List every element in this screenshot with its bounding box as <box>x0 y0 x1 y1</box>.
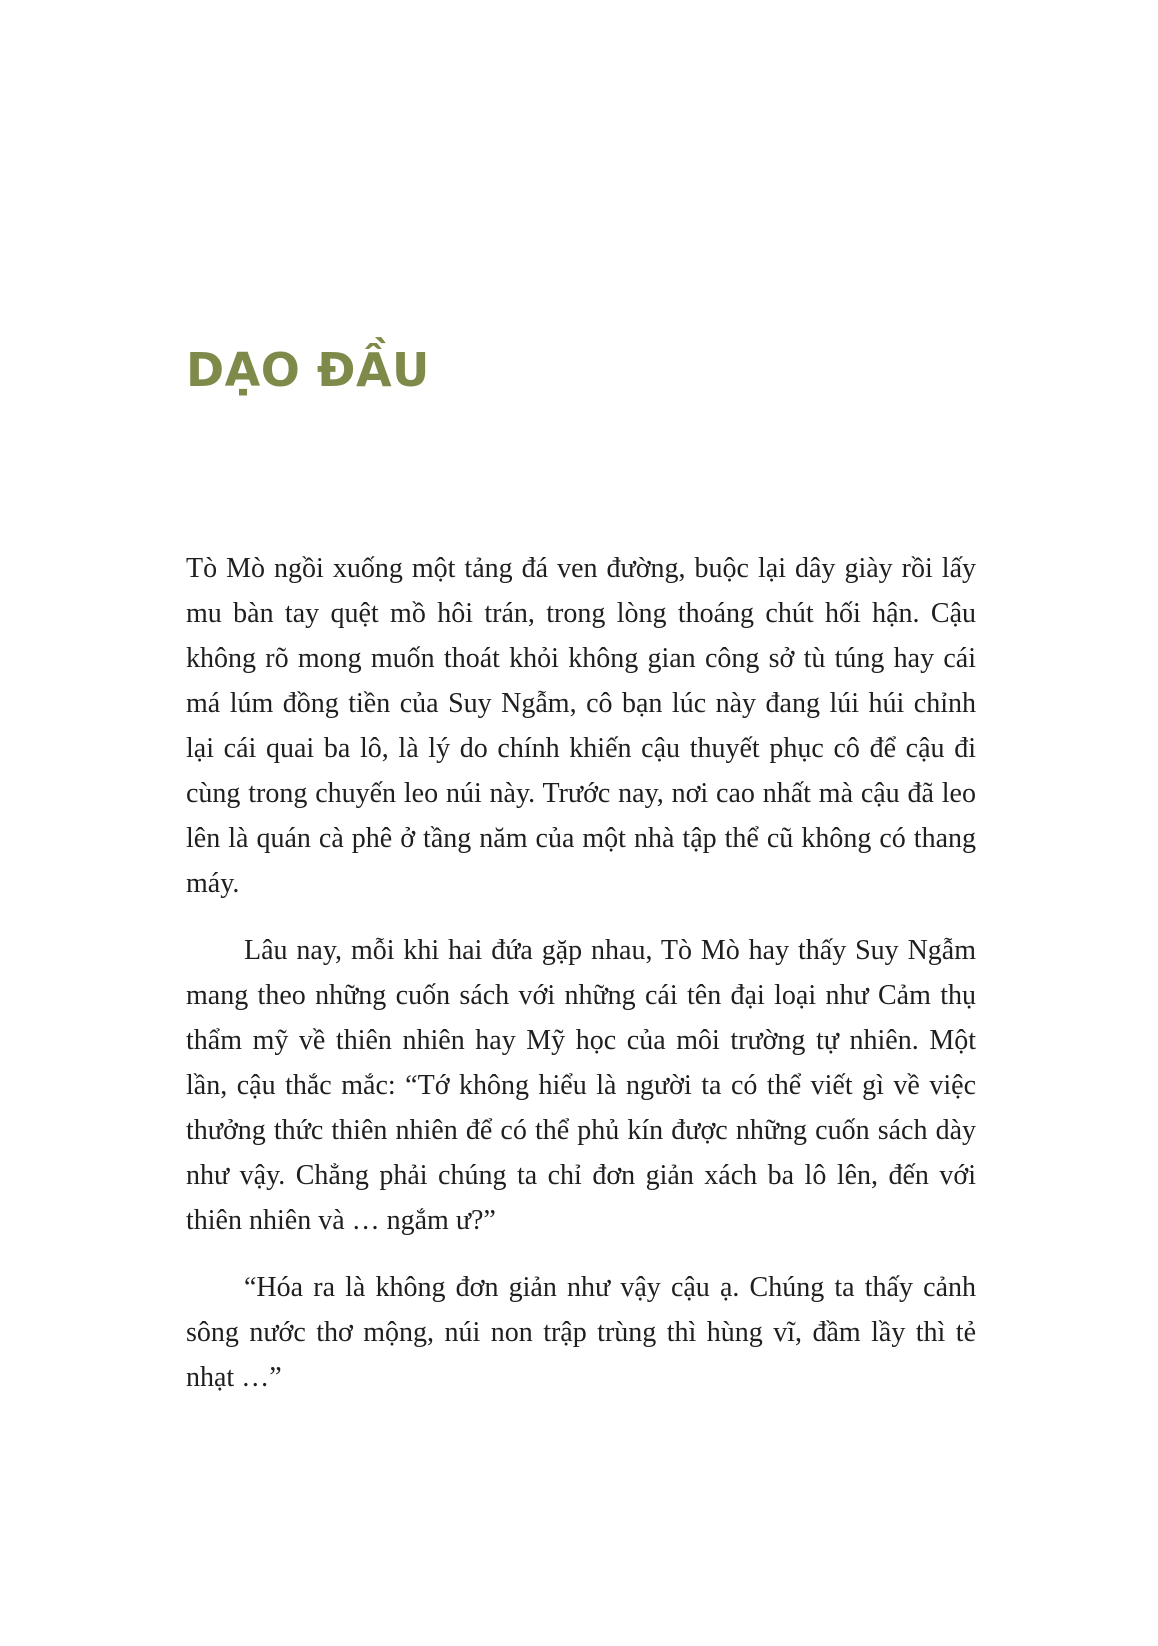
body-text <box>186 546 976 1422</box>
paragraph-2: Lâu nay, mỗi khi hai đứa gặp nhau, Tò Mò hay thấy Suy Ngẫm mang theo những cuốn sách với những cái tên đại loại như Cảm thụ thẩm mỹ về thiên nhiên hay Mỹ học của môi trường tự nhiên. Một lần, cậu thắc mắc: “Tớ không hiểu là người ta có thể viết gì về việc thưởng thức thiên nhiên để có thể phủ kín được những cuốn sách dày như vậy. Chẳng phải chúng ta chỉ đơn giản xách ba lô lên, đến với thiên nhiên và … ngắm ư?” <box>186 935 976 1236</box>
paragraph-3: “Hóa ra là không đơn giản như vậy cậu ạ. Chúng ta thấy cảnh sông nước thơ mộng, núi non trập trùng thì hùng vĩ, đầm lầy thì tẻ nhạt …” <box>186 1272 976 1393</box>
paragraph-1: Tò Mò ngồi xuống một tảng đá ven đường, buộc lại dây giày rồi lấy mu bàn tay quệt mồ hôi trán, trong lòng thoáng chút hối hận. Cậu không rõ mong muốn thoát khỏi không gian công sở tù túng hay cái má lúm đồng tiền của Suy Ngẫm, cô bạn lúc này đang lúi húi chỉnh lại cái quai ba lô, là lý do chính khiến cậu thuyết phục cô để cậu đi cùng trong chuyến leo núi này. Trước nay, nơi cao nhất mà cậu đã leo lên là quán cà phê ở tầng năm của một nhà tập thể cũ không có thang máy. <box>186 553 976 899</box>
chapter-heading: DẠO ĐẦU <box>186 343 430 397</box>
